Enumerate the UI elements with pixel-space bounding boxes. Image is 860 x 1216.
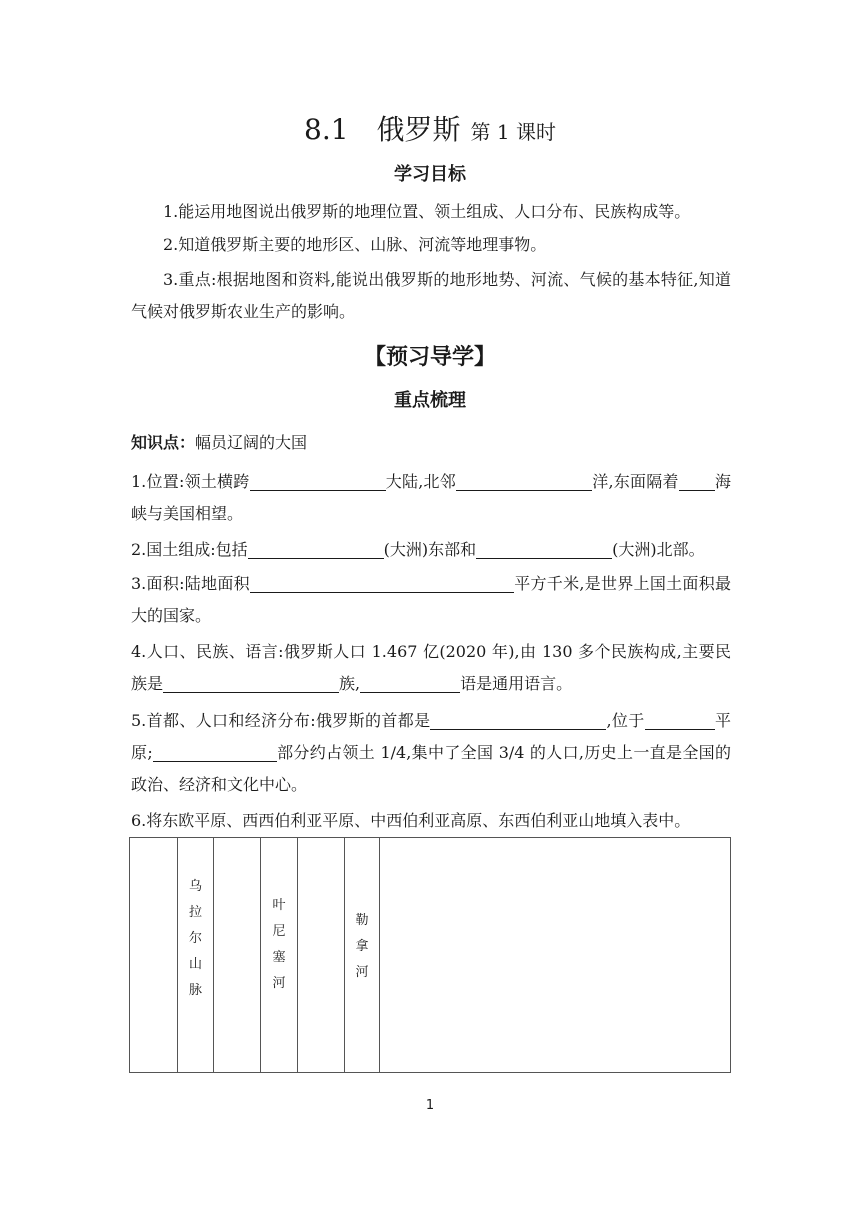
q4-blank-language[interactable] bbox=[360, 672, 460, 693]
table-cell-fill-2[interactable] bbox=[214, 838, 261, 1073]
q1-text-b: 大陆,北邻 bbox=[385, 472, 457, 491]
table-cell-fill-3[interactable] bbox=[298, 838, 345, 1073]
q5-blank-region[interactable] bbox=[153, 741, 277, 762]
q1-text-a: 1.位置:领土横跨 bbox=[131, 472, 250, 491]
knowledge-point-label: 知识点： bbox=[131, 433, 196, 452]
objective-item-3: 3.重点:根据地图和资料,能说出俄罗斯的地形地势、河流、气候的基本特征,知道气候对俄罗斯农业生产的影响。 bbox=[131, 270, 731, 321]
question-1 bbox=[131, 466, 731, 530]
q4-text-b: 族, bbox=[339, 674, 361, 693]
objective-item-1: 1.能运用地图说出俄罗斯的地理位置、领土组成、人口分布、民族构成等。 bbox=[163, 202, 691, 221]
label-lena-river: 勒 拿 河 bbox=[355, 913, 369, 980]
q4-text-a: 4.人口、民族、语言:俄罗斯人口 1.467 亿(2020 年),由 130 多个民族构成,主要民族是 bbox=[131, 642, 731, 693]
table-cell-ural bbox=[178, 838, 214, 1073]
objective-item-2: 2.知道俄罗斯主要的地形区、山脉、河流等地理事物。 bbox=[163, 235, 547, 254]
q5-text-d: 部分约占领土 1/4,集中了全国 3/4 的人口,历史上一直是全国的政治、经济和文化中心。 bbox=[131, 743, 731, 794]
q5-text-a: 5.首都、人口和经济分布:俄罗斯的首都是 bbox=[131, 711, 431, 730]
table-cell-fill-1[interactable] bbox=[130, 838, 178, 1073]
question-4 bbox=[131, 636, 731, 700]
question-6: 6.将东欧平原、西西伯利亚平原、中西伯利亚高原、东西伯利亚山地填入表中。 bbox=[131, 811, 691, 830]
q2-blank-continent-1[interactable] bbox=[248, 538, 384, 559]
q2-text-c: (大洲)北部。 bbox=[612, 540, 705, 559]
knowledge-point-text: 幅员辽阔的大国 bbox=[195, 433, 308, 452]
q5-blank-capital[interactable] bbox=[430, 709, 606, 730]
question-2 bbox=[131, 534, 731, 566]
label-yenisei-river: 叶 尼 塞 河 bbox=[272, 898, 286, 991]
table-cell-lena bbox=[345, 838, 380, 1073]
q5-blank-plain[interactable] bbox=[645, 709, 715, 730]
q1-blank-strait[interactable] bbox=[679, 470, 715, 491]
q3-text-a: 3.面积:陆地面积 bbox=[131, 574, 250, 593]
q4-text-c: 语是通用语言。 bbox=[460, 674, 573, 693]
q3-blank-area[interactable] bbox=[250, 572, 514, 593]
q1-text-d: 海峡与美国相望。 bbox=[131, 472, 731, 523]
q5-text-b: ,位于 bbox=[606, 711, 645, 730]
q4-blank-ethnic-group[interactable] bbox=[163, 672, 339, 693]
q1-blank-ocean[interactable] bbox=[456, 470, 592, 491]
q3-text-b: 平方千米,是世界上国土面积最大的国家。 bbox=[131, 574, 731, 625]
q2-text-a: 2.国土组成:包括 bbox=[131, 540, 248, 559]
page-number: 1 bbox=[425, 1098, 435, 1113]
key-points-heading: 重点梳理 bbox=[394, 390, 466, 411]
preview-heading: 【预习导学】 bbox=[363, 345, 496, 370]
knowledge-point bbox=[131, 427, 731, 459]
question-5 bbox=[131, 705, 731, 801]
objectives-heading: 学习目标 bbox=[394, 164, 466, 185]
q2-blank-continent-2[interactable] bbox=[476, 538, 612, 559]
lesson-title-sub: 第 1 课时 bbox=[470, 120, 556, 144]
table-cell-fill-4[interactable] bbox=[380, 838, 731, 1073]
terrain-table bbox=[129, 837, 731, 1073]
label-ural-mountains: 乌 拉 尔 山 脉 bbox=[188, 879, 202, 998]
lesson-title-main: 8.1 俄罗斯 bbox=[304, 113, 461, 146]
lesson-title bbox=[0, 110, 860, 152]
q1-blank-continent[interactable] bbox=[250, 470, 386, 491]
question-3 bbox=[131, 568, 731, 632]
table-cell-yenisei bbox=[261, 838, 298, 1073]
q2-text-b: (大洲)东部和 bbox=[383, 540, 477, 559]
q1-text-c: 洋,东面隔着 bbox=[592, 472, 679, 491]
q5-text-c: 平原; bbox=[131, 711, 731, 762]
